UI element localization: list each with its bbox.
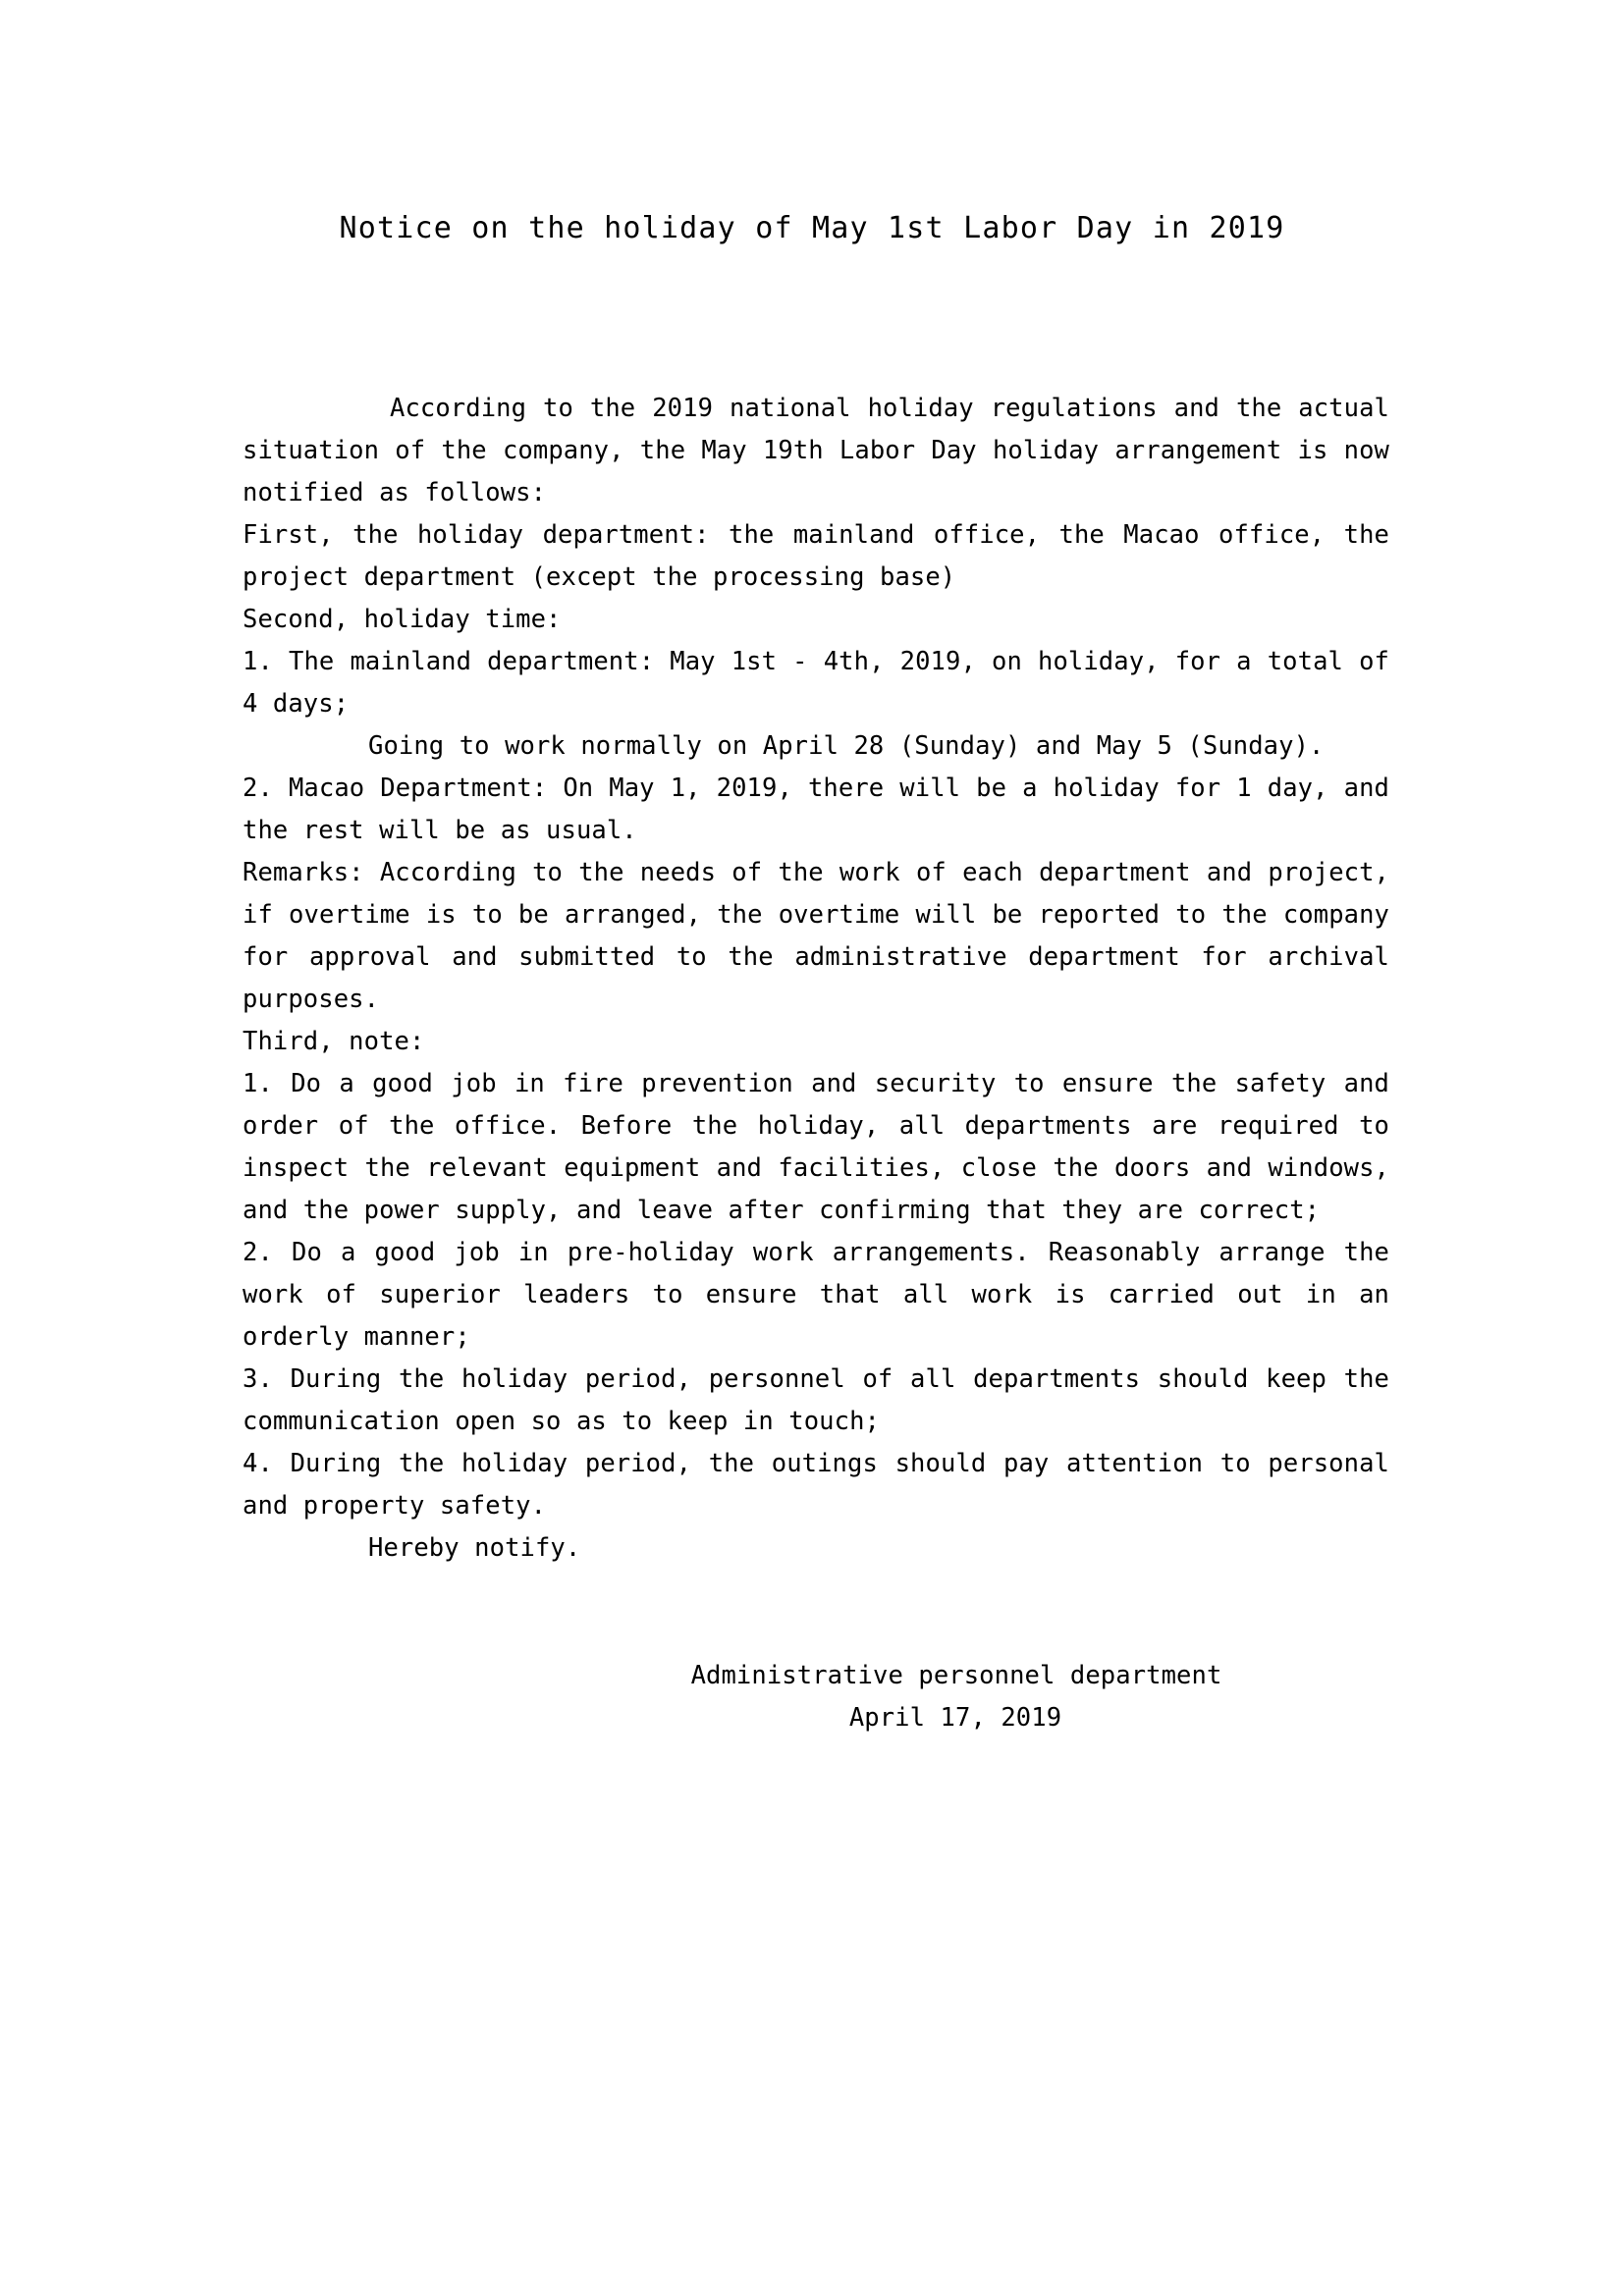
paragraph-note-2: 2. Do a good job in pre-holiday work arrangements. Reasonably arrange the work of superior leaders to ensure that all work is carried out in an orderly manner;: [243, 1238, 1389, 1352]
paragraph-note-1: 1. Do a good job in fire prevention and security to ensure the safety and order of the office. Before the holiday, all departments are required to inspect the relevant equipment and facilities, close the doors and windows, and the power supply, and leave after confirming that they are correct;: [243, 1069, 1389, 1225]
paragraph-remarks: Remarks: According to the needs of the work of each department and project, if overtime is to be arranged, the overtime will be reported to the company for approval and submitted to the administrative department for archival purposes.: [243, 858, 1389, 1014]
paragraph-mainland-department: 1. The mainland department: May 1st - 4th, 2019, on holiday, for a total of 4 days;: [243, 647, 1389, 719]
signature-department: Administrative personnel department: [690, 1661, 1222, 1690]
signature-block: [243, 1655, 1389, 1739]
paragraph-note-4: 4. During the holiday period, the outings should pay attention to personal and property safety.: [243, 1449, 1389, 1521]
paragraph-hereby-notify: Hereby notify.: [368, 1533, 581, 1563]
paragraph-intro: According to the 2019 national holiday regulations and the actual situation of the company, the May 19th Labor Day holiday arrangement is now notified as follows:: [243, 394, 1389, 507]
document-body: [243, 388, 1389, 1570]
page-title: Notice on the holiday of May 1st Labor Day in 2019: [339, 211, 1285, 245]
paragraph-note-3: 3. During the holiday period, personnel of all departments should keep the communication open so as to keep in touch;: [243, 1364, 1389, 1436]
paragraph-macao-department: 2. Macao Department: On May 1, 2019, there will be a holiday for 1 day, and the rest will be as usual.: [243, 774, 1389, 845]
paragraph-holiday-department: First, the holiday department: the mainland office, the Macao office, the project department (except the processing base): [243, 520, 1389, 592]
paragraph-note-heading: Third, note:: [243, 1027, 425, 1056]
paragraph-working-days: Going to work normally on April 28 (Sunday) and May 5 (Sunday).: [368, 731, 1325, 761]
signature-date: April 17, 2019: [848, 1703, 1062, 1733]
paragraph-holiday-time-heading: Second, holiday time:: [243, 605, 562, 634]
